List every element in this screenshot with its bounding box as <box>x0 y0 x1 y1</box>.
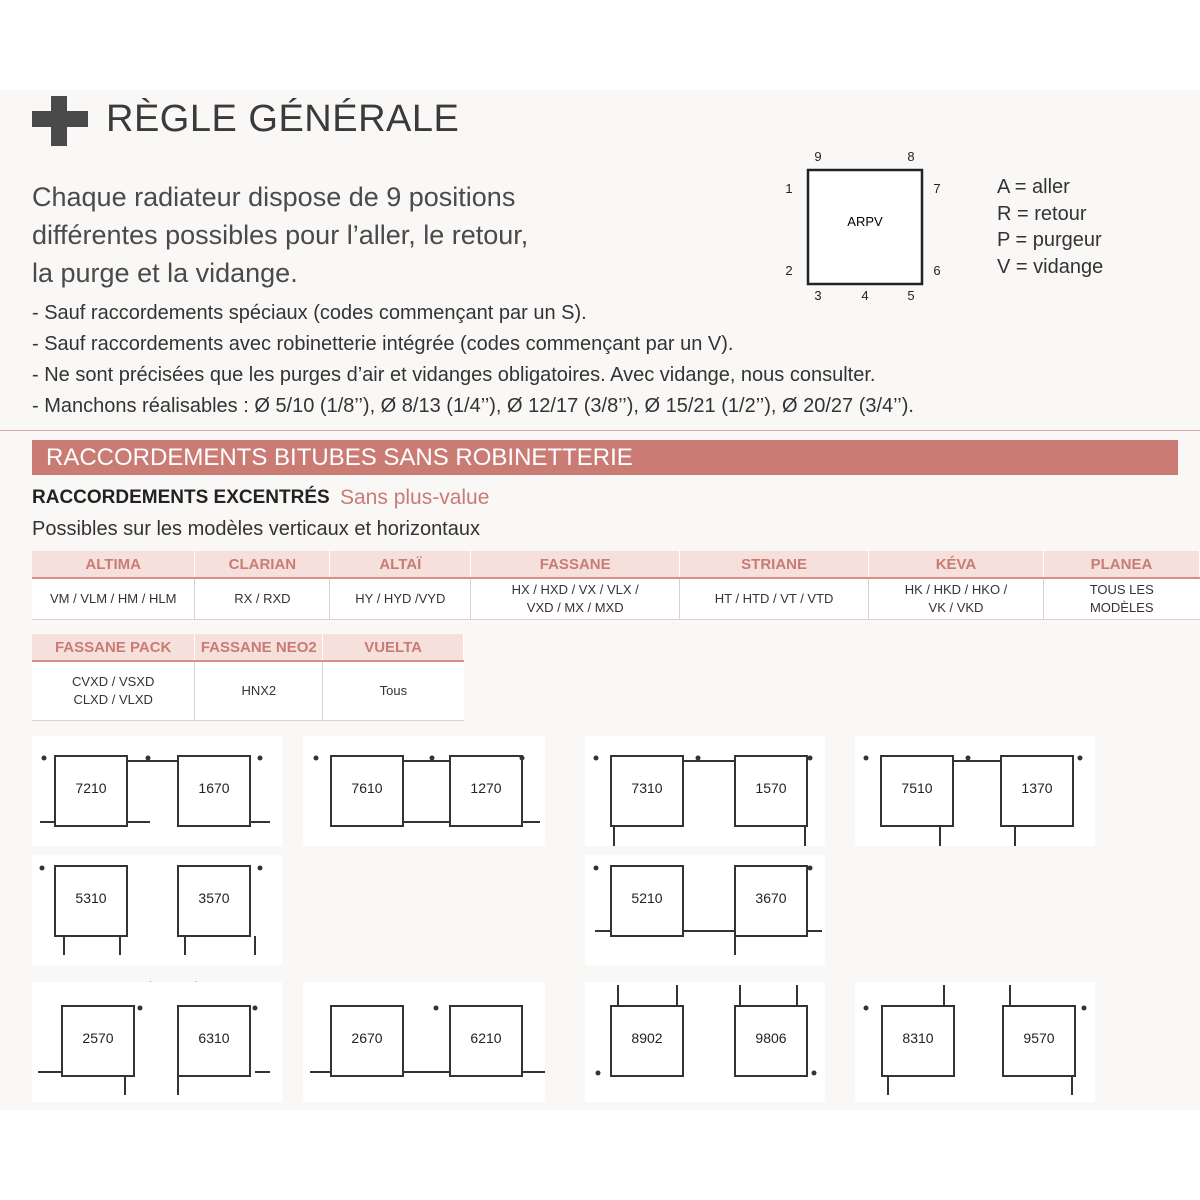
position-label: 5 <box>907 288 915 303</box>
table-header: FASSANE PACK <box>32 634 195 661</box>
position-label: 9 <box>814 149 822 164</box>
section-banner: RACCORDEMENTS BITUBES SANS ROBINETTERIE <box>32 440 1178 475</box>
table-cell: Tous <box>323 661 464 721</box>
radiator-code: 1670 <box>198 780 230 796</box>
table-cell: HNX2 <box>195 661 323 721</box>
position-label: 8 <box>907 149 915 164</box>
purge-marker <box>594 866 599 871</box>
purge-marker <box>808 866 813 871</box>
radiator-code: 9806 <box>755 1030 787 1046</box>
diagram-center-label: ARPV <box>847 214 883 229</box>
table-header: PLANEA <box>1043 551 1199 578</box>
radiator-code: 8310 <box>902 1030 934 1046</box>
radiator-code: 3570 <box>198 890 230 906</box>
radiator-code: 1370 <box>1021 780 1053 796</box>
intro-line: Chaque radiateur dispose de 9 positions <box>32 182 516 212</box>
purge-marker <box>696 756 701 761</box>
purge-marker <box>520 756 525 761</box>
purge-marker <box>314 756 319 761</box>
table-header: FASSANE NEO2 <box>195 634 323 661</box>
table-cell: HT / HTD / VT / VTD <box>680 578 869 620</box>
purge-marker <box>258 866 263 871</box>
purge-marker <box>434 1006 439 1011</box>
purge-marker <box>42 756 47 761</box>
note-item: - Sauf raccordements spéciaux (codes commençant par un S). <box>32 302 587 324</box>
legend-item: P = purgeur <box>997 229 1102 251</box>
table-cell: VM / VLM / HM / HLM <box>32 578 195 620</box>
radiator-code: 7510 <box>901 780 933 796</box>
purge-marker <box>596 1071 601 1076</box>
position-label: 1 <box>785 181 793 196</box>
intro-line: la purge et la vidange. <box>32 258 298 288</box>
possible-text: Possibles sur les modèles verticaux et horizontaux <box>32 518 480 540</box>
legend-item: R = retour <box>997 202 1087 225</box>
note-item: - Sauf raccordements avec robinetterie intégrée (codes commençant par un V). <box>32 333 734 355</box>
table-cell: HY / HYD /VYD <box>330 578 471 620</box>
legend-item: A = aller <box>997 176 1070 198</box>
table-header: ALTIMA <box>32 551 195 578</box>
purge-marker <box>864 756 869 761</box>
radiator-code: 9570 <box>1023 1030 1055 1046</box>
purge-marker <box>40 866 45 871</box>
table-header: FASSANE <box>471 551 680 578</box>
radiator-code: 7210 <box>75 780 107 796</box>
purge-marker <box>1082 1006 1087 1011</box>
page-title: RÈGLE GÉNÉRALE <box>106 98 460 140</box>
purge-marker <box>146 756 151 761</box>
radiator-code: 2570 <box>82 1030 114 1046</box>
purge-marker <box>966 756 971 761</box>
position-label: 3 <box>814 288 822 303</box>
radiator-code: 6210 <box>470 1030 502 1046</box>
radiator-code: 6310 <box>198 1030 230 1046</box>
position-label: 6 <box>933 263 941 278</box>
note-item: - Ne sont précisées que les purges d’air et vidanges obligatoires. Avec vidange, nous consulter. <box>32 364 876 386</box>
table-header: VUELTA <box>323 634 464 661</box>
table-cell: TOUS LES MODÈLES <box>1043 578 1199 620</box>
table-header: KÉVA <box>869 551 1044 578</box>
radiator-code: 7610 <box>351 780 383 796</box>
table-cell: CVXD / VSXD CLXD / VLXD <box>32 661 195 721</box>
subtitle-bold: RACCORDEMENTS EXCENTRÉS <box>32 487 330 508</box>
purge-marker <box>812 1071 817 1076</box>
position-label: 2 <box>785 263 793 278</box>
radiator-code: 1270 <box>470 780 502 796</box>
radiator-code: 5210 <box>631 890 663 906</box>
radiator-code: 8902 <box>631 1030 663 1046</box>
purge-marker <box>253 1006 258 1011</box>
table-cell: RX / RXD <box>195 578 330 620</box>
table-cell: HK / HKD / HKO / VK / VKD <box>869 578 1044 620</box>
purge-marker <box>1078 756 1083 761</box>
table-header: CLARIAN <box>195 551 330 578</box>
legend-item: V = vidange <box>997 255 1104 278</box>
purge-marker <box>258 756 263 761</box>
table-cell: HX / HXD / VX / VLX / VXD / MX / MXD <box>471 578 680 620</box>
intro-line: différentes possibles pour l’aller, le retour, <box>32 220 529 250</box>
purge-marker <box>864 1006 869 1011</box>
purge-marker <box>594 756 599 761</box>
position-label: 4 <box>861 288 869 303</box>
radiator-code: 7310 <box>631 780 663 796</box>
radiator-code: 1570 <box>755 780 787 796</box>
purge-marker <box>430 756 435 761</box>
subtitle-accent: Sans plus-value <box>340 486 490 509</box>
purge-marker <box>138 1006 143 1011</box>
radiator-code: 2670 <box>351 1030 383 1046</box>
table-header: ALTAÏ <box>330 551 471 578</box>
note-item: - Manchons réalisables : Ø 5/10 (1/8’’), Ø 8/13 (1/4’’), Ø 12/17 (3/8’’), Ø 15/21 (1/2’’), Ø 20/27 (3/4’’). <box>32 395 914 417</box>
radiator-code: 3670 <box>755 890 787 906</box>
purge-marker <box>808 756 813 761</box>
table-header: STRIANE <box>680 551 869 578</box>
radiator-code: 5310 <box>75 890 107 906</box>
position-label: 7 <box>933 181 941 196</box>
